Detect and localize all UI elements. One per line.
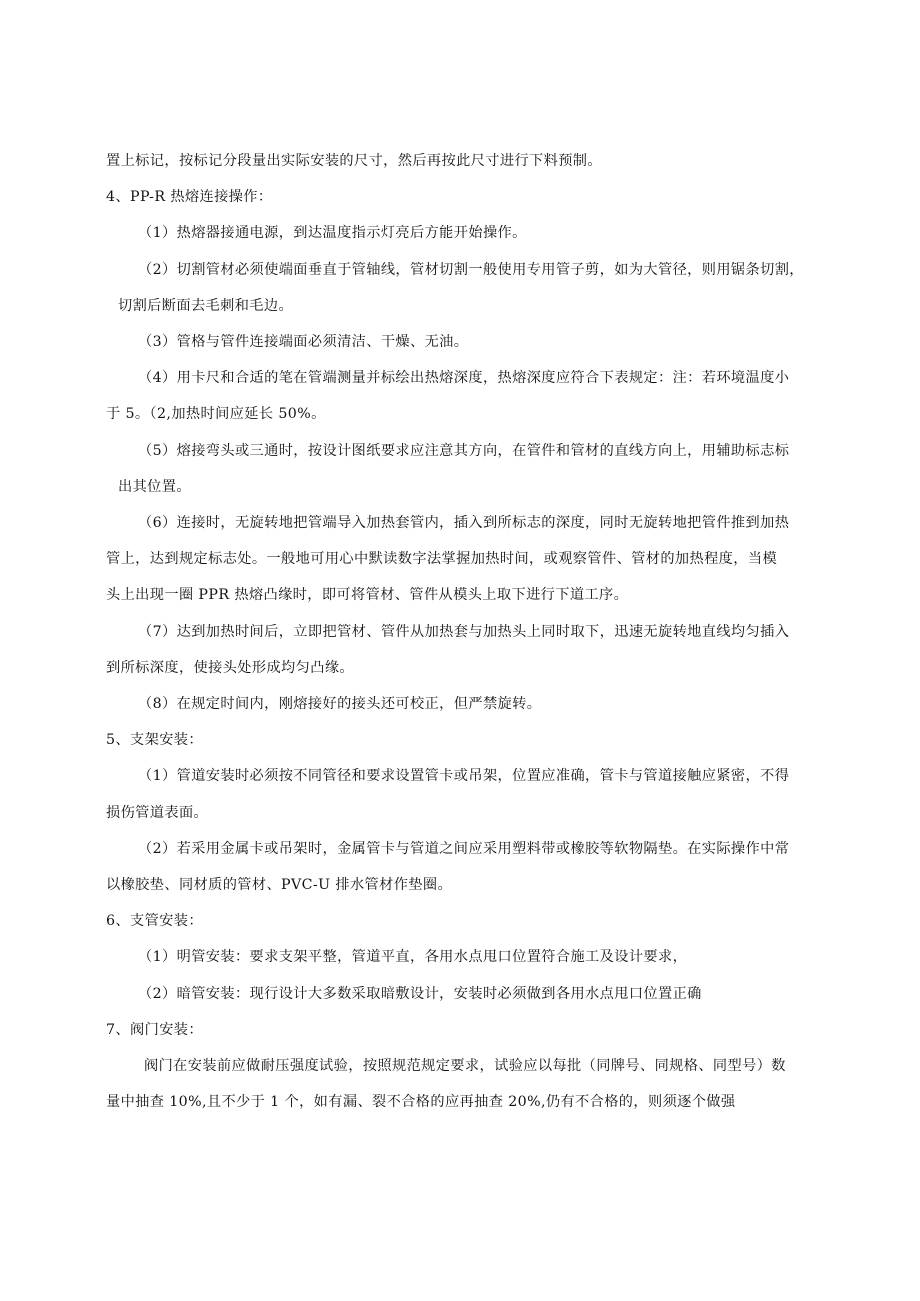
list-item: （3）管格与管件连接端面必须清洁、干燥、无油。	[138, 334, 469, 351]
body-text	[106, 143, 836, 1120]
section-heading: 4、PP-R 热熔连接操作：	[106, 189, 273, 206]
section-heading: 5、支架安装：	[106, 732, 203, 749]
list-item: （7）达到加热时间后，立即把管材、管件从加热套与加热头上同时取下，迅速无旋转地直线均匀插入	[138, 623, 790, 640]
list-item: （1）明管安装：要求支架平整，管道平直，各用水点甩口位置符合施工及设计要求，	[138, 949, 688, 966]
list-item-continuation: 管上，达到规定标志处。一般地可用心中默读数字法掌握加热时间，或观察管件、管材的加热程度，当模	[106, 551, 778, 568]
section-heading: 6、支管安装：	[106, 913, 203, 930]
list-item: （2）切割管材必须使端面垂直于管轴线，管材切割一般使用专用管子剪，如为大管径，则用锯条切割，	[138, 261, 804, 278]
list-item: （1）管道安装时必须按不同管径和要求设置管卡或吊架，位置应准确，管卡与管道接触应紧密，不得	[138, 768, 790, 785]
list-item-continuation: 以橡胶垫、同材质的管材、PVC-U 排水管材作垫圈。	[106, 877, 453, 894]
section-heading: 7、阀门安装：	[106, 1021, 203, 1038]
list-item: （5）熔接弯头或三通时，按设计图纸要求应注意其方向，在管件和管材的直线方向上，用辅助标志标	[138, 442, 790, 459]
list-item-continuation: 到所标深度，使接头处形成均匀凸缘。	[106, 659, 354, 676]
paragraph: 阀门在安装前应做耐压强度试验，按照规范规定要求，试验应以每批（同牌号、同规格、同型号）数	[144, 1058, 786, 1075]
list-item: （1）热熔器接通电源，到达温度指示灯亮后方能开始操作。	[138, 225, 527, 242]
paragraph-continuation: 量中抽查 10%,且不少于 1 个，如有漏、裂不合格的应再抽查 20%,仍有不合格的，则须逐个做强	[106, 1094, 736, 1111]
list-item-continuation: 切割后断面去毛刺和毛边。	[118, 297, 294, 314]
list-item: （4）用卡尺和合适的笔在管端测量并标绘出热熔深度，热熔深度应符合下表规定：注：若环境温度小	[138, 370, 790, 387]
list-item: （8）在规定时间内，刚熔接好的接头还可校正，但严禁旋转。	[138, 696, 542, 713]
list-item: （2）暗管安装：现行设计大多数采取暗敷设计，安装时必须做到各用水点甩口位置正确	[138, 985, 702, 1002]
list-item: （6）连接时，无旋转地把管端导入加热套管内，插入到所标志的深度，同时无旋转地把管件推到加热	[138, 515, 790, 532]
list-item-continuation: 于 5。（2,加热时间应延长 50%。	[106, 406, 326, 423]
list-item: （2）若采用金属卡或吊架时，金属管卡与管道之间应采用塑料带或橡胶等软物隔垫。在实际操作中常	[138, 840, 790, 857]
text-line: 置上标记，按标记分段量出实际安装的尺寸，然后再按此尺寸进行下料预制。	[106, 153, 602, 169]
list-item-continuation: 出其位置。	[118, 478, 191, 495]
list-item-continuation: 头上出现一圈 PPR 热熔凸缘时，即可将管材、管件从模头上取下进行下道工序。	[106, 587, 629, 604]
list-item-continuation: 损伤管道表面。	[106, 804, 209, 821]
